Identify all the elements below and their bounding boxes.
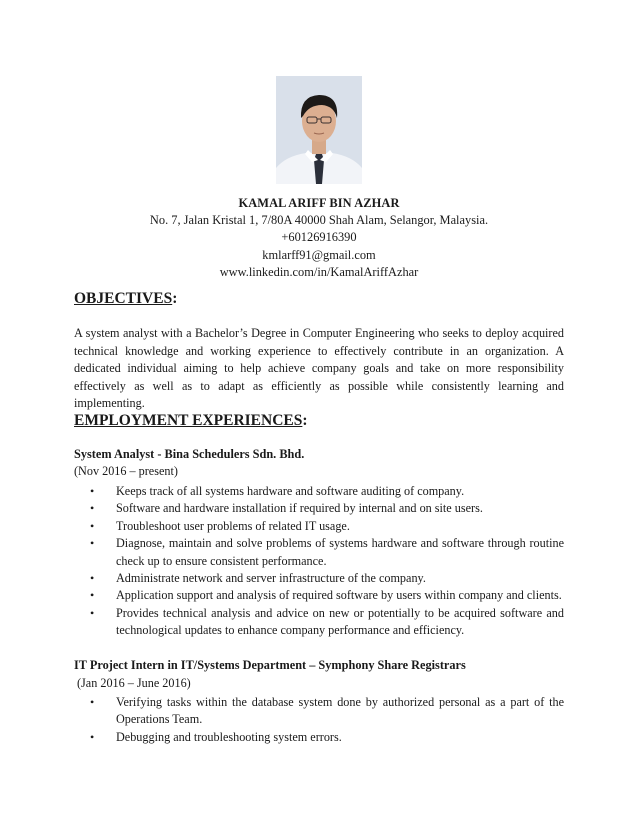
employment-title: EMPLOYMENT EXPERIENCES <box>74 412 303 429</box>
objectives-text: A system analyst with a Bachelor’s Degree in Computer Engineering who seeks to deploy acquired technical knowledge and working experience to effectively contribute in an organization. A dedicated individual aiming to help achieve company goals and take on more responsibility effectively as well as to adapt as efficiently as possible while consistently learning and implementing. <box>74 326 564 410</box>
website: www.linkedin.com/in/KamalAriffAzhar <box>219 264 419 279</box>
bullet-text: Provides technical analysis and advice on new or potentially to be acquired software and technological updates to enhance company performance and efficiency. <box>116 605 564 638</box>
profile-photo-graphic <box>276 76 362 184</box>
bullet-text: Debugging and troubleshooting system errors. <box>116 729 342 744</box>
job-bullets <box>74 483 564 640</box>
list-item <box>74 729 564 746</box>
bullet-icon: • <box>90 501 95 516</box>
phone: +60126916390 <box>281 230 357 245</box>
candidate-name: KAMAL ARIFF BIN AZHAR <box>238 196 400 210</box>
employment-heading <box>74 412 308 430</box>
job-bullets <box>74 694 564 746</box>
list-item <box>74 694 564 729</box>
bullet-text: Software and hardware installation if required by internal and on site users. <box>116 501 483 516</box>
bullet-icon: • <box>90 695 95 709</box>
job-title: IT Project Intern in IT/Systems Department – Symphony Share Registrars <box>74 658 466 672</box>
profile-photo <box>276 76 362 184</box>
list-item <box>74 587 564 604</box>
objectives-colon: : <box>172 290 178 307</box>
bullet-icon: • <box>90 518 95 533</box>
list-item <box>74 500 564 517</box>
bullet-icon: • <box>90 536 95 551</box>
bullet-text: Keeps track of all systems hardware and software auditing of company. <box>116 484 465 498</box>
objectives-heading <box>74 290 177 308</box>
email: kmlarff91@gmail.com <box>262 247 376 262</box>
bullet-text: Administrate network and server infrastructure of the company. <box>116 571 426 586</box>
job-title: System Analyst - Bina Schedulers Sdn. Bhd. <box>74 447 305 461</box>
list-item <box>74 570 564 587</box>
bullet-icon: • <box>90 588 95 603</box>
bullet-text: Diagnose, maintain and solve problems of systems hardware and software through routine check up to ensure consistent performance. <box>116 536 564 568</box>
contact-header <box>0 195 638 281</box>
bullet-icon: • <box>90 484 95 498</box>
bullet-text: Troubleshoot user problems of related IT usage. <box>116 518 350 533</box>
list-item <box>74 483 564 500</box>
list-item <box>74 518 564 535</box>
employment-colon: : <box>302 412 308 429</box>
bullet-icon: • <box>90 605 95 620</box>
bullet-icon: • <box>90 729 95 744</box>
list-item <box>74 535 564 570</box>
job-date: (Nov 2016 – present) <box>74 464 178 478</box>
bullet-text: Application support and analysis of required software by users within company and clients. <box>116 588 562 603</box>
bullet-icon: • <box>90 571 95 586</box>
objectives-title: OBJECTIVES <box>74 290 173 307</box>
list-item <box>74 605 564 640</box>
job-date: (Jan 2016 – June 2016) <box>77 676 191 690</box>
address: No. 7, Jalan Kristal 1, 7/80A 40000 Shah Alam, Selangor, Malaysia. <box>149 213 489 228</box>
bullet-text: Verifying tasks within the database system done by authorized personal as a part of the Operations Team. <box>116 695 564 727</box>
